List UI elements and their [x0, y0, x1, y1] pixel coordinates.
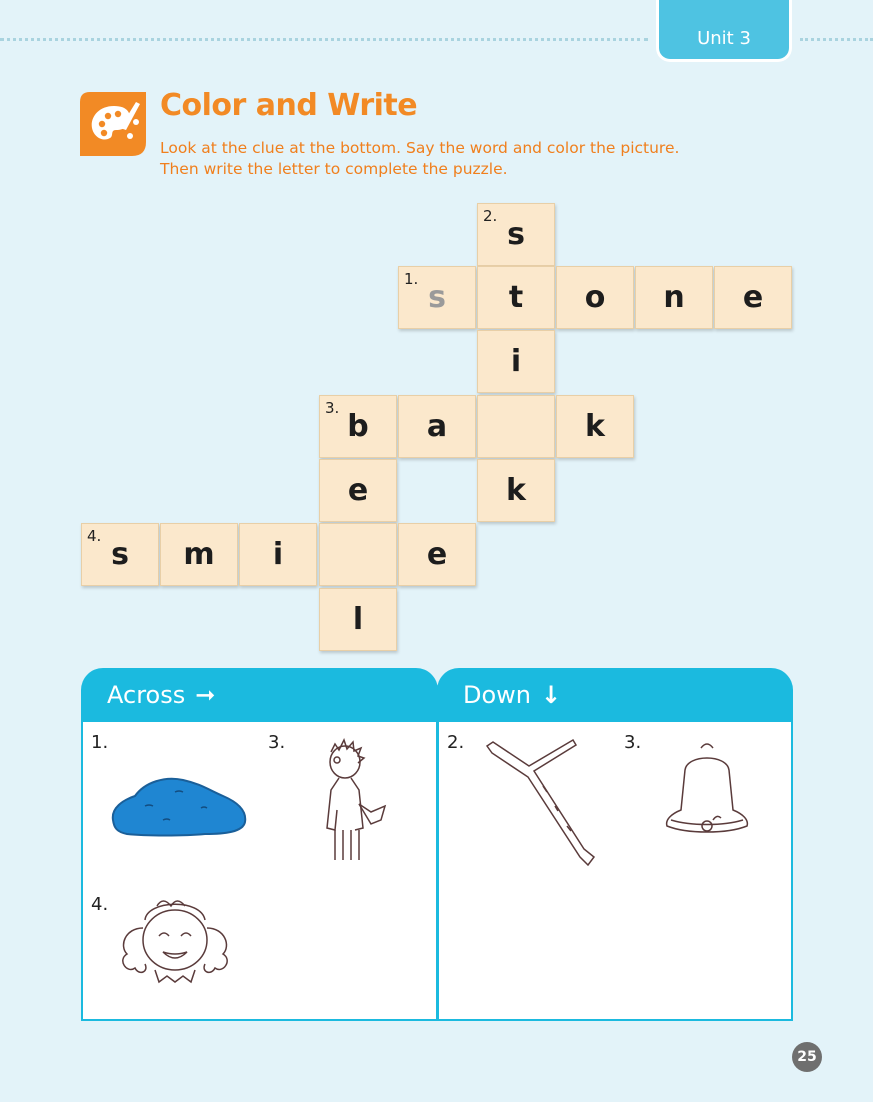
cell-letter: i	[510, 344, 522, 379]
across-label: Across	[107, 681, 186, 709]
crossword-cell[interactable]	[714, 266, 792, 329]
crossword-cell[interactable]	[556, 395, 634, 458]
cell-letter: a	[426, 409, 448, 444]
crossword-cell[interactable]	[319, 395, 397, 458]
cell-letter: s	[428, 280, 446, 315]
crossword-cell[interactable]	[398, 395, 476, 458]
arrow-right-icon: ➞	[195, 681, 216, 709]
down-header	[437, 668, 793, 722]
cell-letter: s	[507, 217, 525, 252]
clue-number: 3.	[624, 732, 642, 753]
crossword-cell[interactable]	[477, 203, 555, 266]
dotted-divider-right	[800, 38, 873, 41]
crossword-cell[interactable]	[477, 395, 555, 458]
page-number: 25	[792, 1042, 822, 1072]
clue-number: 4.	[91, 894, 109, 915]
cell-letter: b	[347, 409, 369, 444]
cell-letter: k	[506, 473, 526, 508]
instruction-line: Look at the clue at the bottom. Say the word and color the picture.	[160, 139, 680, 157]
across-header	[81, 668, 438, 722]
crossword-cell[interactable]	[398, 266, 476, 329]
cell-letter: t	[508, 280, 524, 315]
cell-letter: i	[272, 537, 284, 572]
girl-smile-picture[interactable]	[105, 884, 245, 1004]
activity-instructions	[160, 138, 780, 180]
clue-number: 2.	[447, 732, 465, 753]
across-clues	[81, 720, 438, 1021]
crossword-cell[interactable]	[477, 266, 555, 329]
crossword-cell[interactable]	[319, 459, 397, 522]
dotted-divider-left	[0, 38, 648, 41]
unit-tab	[656, 0, 792, 62]
palette-icon	[80, 92, 146, 156]
crossword-cell[interactable]	[239, 523, 317, 586]
crossword-cell[interactable]	[160, 523, 238, 586]
clue-number: 1.	[91, 732, 109, 753]
crossword-cell[interactable]	[635, 266, 713, 329]
crossword-cell[interactable]	[556, 266, 634, 329]
cell-letter: o	[584, 280, 606, 315]
crossword-cell[interactable]	[81, 523, 159, 586]
unit-label: Unit 3	[697, 28, 751, 49]
crossword-cell[interactable]	[319, 523, 397, 586]
arrow-down-icon: ↓	[541, 681, 562, 709]
down-label: Down	[463, 681, 532, 709]
boy-back-picture[interactable]	[301, 732, 401, 872]
activity-title: Color and Write	[160, 88, 418, 123]
cell-letter: e	[742, 280, 764, 315]
cell-letter: m	[183, 537, 215, 572]
clue-number-4: 4.	[87, 527, 102, 545]
cell-letter: e	[426, 537, 448, 572]
cell-letter: l	[352, 602, 364, 637]
down-panel	[437, 668, 793, 1021]
crossword-cell[interactable]	[319, 588, 397, 651]
bell-picture[interactable]	[657, 740, 757, 845]
crossword-cell[interactable]	[398, 523, 476, 586]
cell-letter: k	[585, 409, 605, 444]
cell-letter: s	[111, 537, 129, 572]
clue-number-1: 1.	[404, 270, 419, 288]
clue-number-2: 2.	[483, 207, 498, 225]
stone-picture[interactable]	[105, 762, 255, 842]
down-clues	[437, 720, 793, 1021]
across-panel	[81, 668, 438, 1021]
cell-letter: n	[663, 280, 685, 315]
stick-picture[interactable]	[483, 736, 623, 866]
clue-number-3: 3.	[325, 399, 340, 417]
instruction-line: Then write the letter to complete the puzzle.	[160, 160, 508, 178]
crossword-cell[interactable]	[477, 459, 555, 522]
crossword-cell[interactable]	[477, 330, 555, 393]
clue-number: 3.	[268, 732, 286, 753]
cell-letter: e	[347, 473, 369, 508]
